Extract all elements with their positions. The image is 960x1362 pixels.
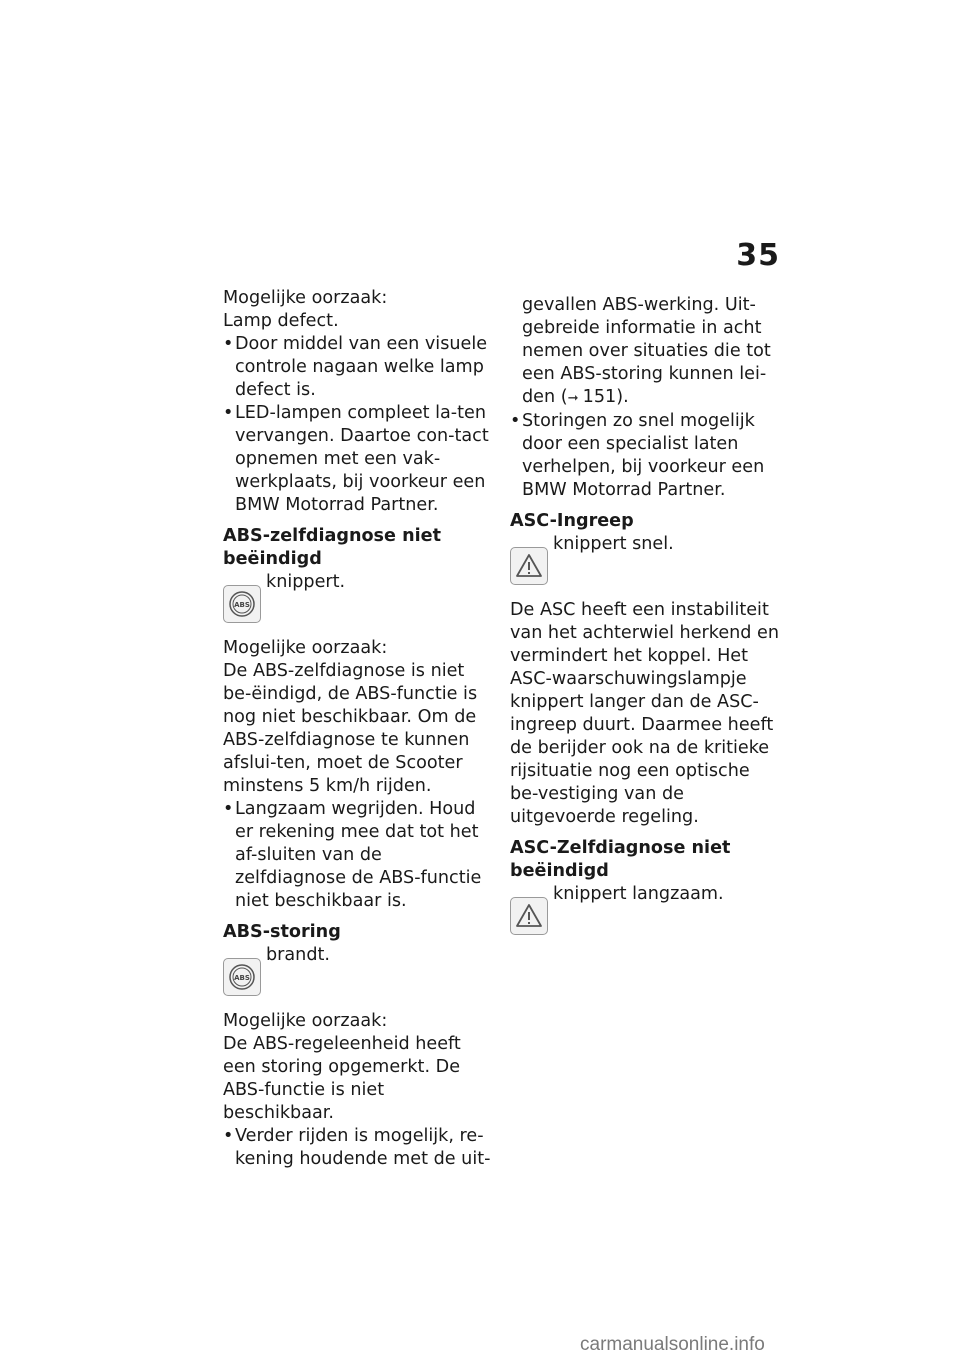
cause-label: Mogelijke oorzaak: (223, 638, 388, 658)
indicator-status: knippert. (266, 572, 346, 592)
indicator-status: knippert langzaam. (553, 884, 724, 904)
indicator-row (510, 883, 780, 941)
section-heading-asc: ASC-Ingreep (510, 511, 634, 531)
cause-text: De ABS-zelfdiagnose is niet be-ëindigd, de ABS-functie is nog niet beschikbaar. Om de ABS-zelfdiagnose te kunnen afslui-ten, moet de Scooter minstens 5 km/h rijden. (223, 661, 478, 796)
page-number: 35 (736, 238, 780, 273)
continued-text (510, 294, 780, 410)
svg-text:ABS: ABS (234, 601, 250, 609)
reference-arrow-icon: ➞ (567, 391, 583, 406)
watermark: carmanualsonline.info (580, 1334, 765, 1355)
indicator-status: knippert snel. (553, 534, 674, 554)
continued-text-body: gevallen ABS-werking. Uit-gebreide informatie in acht nemen over situaties die tot een ABS-storing kunnen lei-den ( (522, 295, 771, 407)
asc-warning-triangle-icon (510, 897, 548, 935)
section-heading-abs-diagnosis: ABS-zelfdiagnose niet beëindigd (223, 526, 441, 569)
cause-label: Mogelijke oorzaak: (223, 288, 388, 308)
reference-page[interactable]: 151 (582, 387, 617, 407)
asc-warning-triangle-icon (510, 547, 548, 585)
cause-text: De ABS-regeleenheid heeft een storing opgemerkt. De ABS-functie is niet beschikbaar. (223, 1034, 461, 1123)
section-heading-asc-diagnosis: ASC-Zelfdiagnose niet beëindigd (510, 838, 731, 881)
indicator-status: brandt. (266, 945, 330, 965)
bullet-item: • Door middel van een visuele controle nagaan welke lamp defect is. (223, 333, 493, 402)
abs-warning-icon (223, 585, 261, 623)
cause-text: Lamp defect. (223, 311, 339, 331)
indicator-row (223, 944, 493, 1002)
svg-text:ABS: ABS (234, 974, 250, 982)
body-text: De ASC heeft een instabiliteit van het achterwiel herkend en vermindert het koppel. Het ASC-waarschuwingslampje knippert langer dan de ASC-ingreep duurt. Daarmee heeft de berijder ook na de kritieke rijsituatie nog een optische be-vestiging van de uitgevoerde regeling. (510, 600, 780, 827)
indicator-row (223, 571, 493, 629)
bullet-item: • Verder rijden is mogelijk, re-kening houdende met de uit- (223, 1125, 493, 1171)
continued-text-end: ). (616, 387, 629, 407)
cause-label: Mogelijke oorzaak: (223, 1011, 388, 1031)
indicator-row (510, 533, 780, 591)
abs-warning-icon (223, 958, 261, 996)
left-column (223, 287, 493, 1171)
bullet-item: • Storingen zo snel mogelijk door een specialist laten verhelpen, bij voorkeur een BMW Motorrad Partner. (510, 410, 780, 502)
bullet-item: • LED-lampen compleet la-ten vervangen. Daartoe con-tact opnemen met een vak-werkplaats, bij voorkeur een BMW Motorrad Partner. (223, 402, 493, 517)
bullet-item: • Langzaam wegrijden. Houd er rekening mee dat tot het af-sluiten van de zelfdiagnose de ABS-functie niet beschikbaar is. (223, 798, 493, 913)
right-column (510, 294, 780, 941)
section-heading-abs-fault: ABS-storing (223, 922, 341, 942)
